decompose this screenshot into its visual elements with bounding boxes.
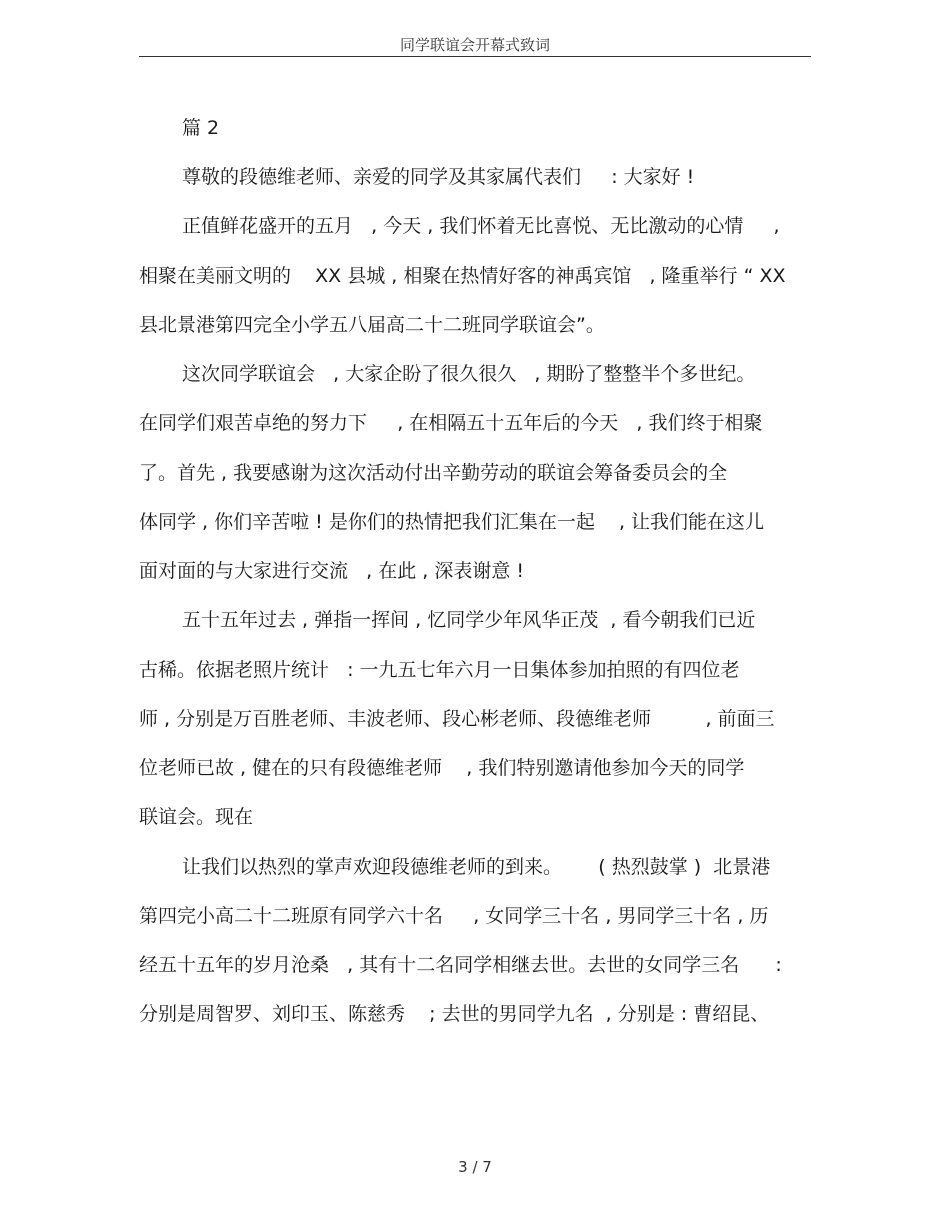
paragraph-line: 面对面的与大家进行交流 , 在此 , 深表谢意 ! (139, 560, 524, 582)
salutation-line: 尊敬的段德维老师、亲爱的同学及其家属代表们 : 大家好 ! (182, 166, 695, 188)
paragraph-line: 位老师已故 , 健在的只有段德维老师 , 我们特别邀请他参加今天的同学 (139, 757, 745, 779)
paragraph-line: 五十五年过去 , 弹指一挥间 , 忆同学少年风华正茂 , 看今朝我们已近 (182, 609, 756, 631)
paragraph-line: 在同学们艰苦卓绝的努力下 , 在相隔五十五年后的今天 , 我们终于相聚 (139, 412, 763, 434)
paragraph-line: 体同学 , 你们辛苦啦 ! 是你们的热情把我们汇集在一起 , 让我们能在这儿 (139, 511, 765, 533)
page-number: 3 / 7 (458, 1158, 492, 1176)
paragraph-line: 联谊会。现在 (139, 806, 254, 828)
paragraph-line: 县北景港第四完全小学五八届高二十二班同学联谊会”。 (139, 314, 605, 336)
paragraph-line: 分别是周智罗、刘印玉、陈慈秀 ; 去世的男同学九名 , 分别是 : 曹绍昆、 (139, 1003, 770, 1025)
paragraph-line: 相聚在美丽文明的 XX 县城 , 相聚在热情好客的神禹宾馆 , 隆重举行 “ XX (139, 265, 786, 287)
paragraph-line: 第四完小高二十二班原有同学六十名 , 女同学三十名 , 男同学三十名 , 历 (139, 905, 769, 927)
paragraph-line: 古稀。依据老照片统计 : 一九五七年六月一日集体参加拍照的有四位老 (139, 659, 740, 681)
paragraph-line: 经五十五年的岁月沧桑 , 其有十二名同学相继去世。去世的女同学三名 : (139, 954, 782, 976)
paragraph-line: 让我们以热烈的掌声欢迎段德维老师的到来。 ( 热烈鼓掌 ) 北景港 (182, 856, 771, 878)
paragraph-line: 师 , 分别是万百胜老师、丰波老师、段心彬老师、段德维老师 , 前面三 (139, 708, 775, 730)
section-heading: 篇 2 (182, 117, 220, 139)
paragraph-line: 正值鲜花盛开的五月 , 今天 , 我们怀着无比喜悦、无比激动的心情 , (182, 215, 780, 237)
paragraph-line: 这次同学联谊会 , 大家企盼了很久很久 , 期盼了整整半个多世纪。 (182, 363, 756, 385)
paragraph-line: 了。首先 , 我要感谢为这次活动付出辛勤劳动的联谊会筹备委员会的全 (139, 462, 728, 484)
header-divider (139, 56, 811, 57)
page-header-title: 同学联谊会开幕式致词 (399, 36, 550, 54)
